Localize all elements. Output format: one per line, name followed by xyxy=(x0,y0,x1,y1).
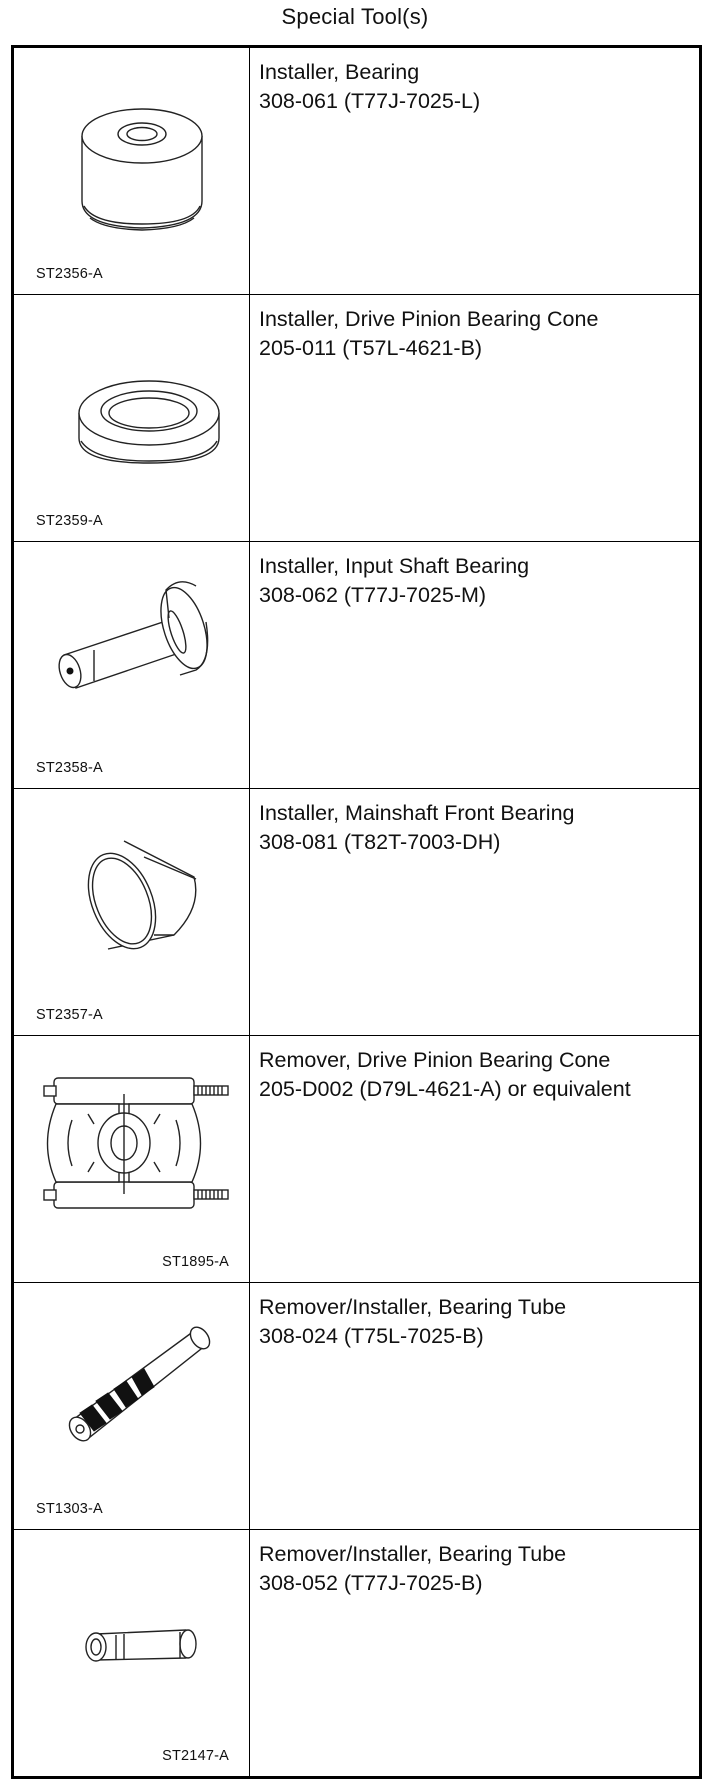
tool-description: Installer, Input Shaft Bearing xyxy=(259,554,530,578)
tool-info-cell xyxy=(250,789,701,1036)
tool-code: ST1303-A xyxy=(36,1501,103,1517)
tool-illustration-cell xyxy=(13,47,250,295)
tool-row xyxy=(13,47,701,295)
tool-code: ST2358-A xyxy=(36,760,103,776)
tool-description: Remover, Drive Pinion Bearing Cone xyxy=(259,1048,611,1072)
tool-info-cell xyxy=(250,1036,701,1283)
tool-row xyxy=(13,1530,701,1778)
tool-info-cell xyxy=(250,295,701,542)
tool-description: Installer, Drive Pinion Bearing Cone xyxy=(259,307,599,331)
tool-part-number: 205-D002 (D79L-4621-A) or equivalent xyxy=(259,1077,631,1101)
mainshaft-bearing-installer-icon xyxy=(34,807,234,997)
tool-description: Remover/Installer, Bearing Tube xyxy=(259,1542,567,1566)
special-tools-table xyxy=(11,45,702,1779)
tool-row xyxy=(13,295,701,542)
tool-illustration-cell xyxy=(13,1036,250,1283)
tool-code: ST2357-A xyxy=(36,1007,103,1023)
tool-code: ST2359-A xyxy=(36,513,103,529)
tool-code: ST2147-A xyxy=(162,1748,229,1764)
tool-description: Installer, Mainshaft Front Bearing xyxy=(259,801,575,825)
tool-code: ST1895-A xyxy=(162,1254,229,1270)
tool-info-cell xyxy=(250,1530,701,1778)
tool-row xyxy=(13,1036,701,1283)
page-title: Special Tool(s) xyxy=(281,4,429,29)
tool-row xyxy=(13,789,701,1036)
tool-illustration-cell xyxy=(13,1530,250,1778)
tool-row xyxy=(13,1283,701,1530)
input-shaft-bearing-installer-icon xyxy=(34,560,234,750)
tool-part-number: 308-062 (T77J-7025-M) xyxy=(259,583,487,607)
tool-info-cell xyxy=(250,47,701,295)
tool-illustration-cell xyxy=(13,789,250,1036)
tool-illustration-cell xyxy=(13,295,250,542)
tool-illustration-cell xyxy=(13,1283,250,1530)
tool-description: Remover/Installer, Bearing Tube xyxy=(259,1295,567,1319)
tool-description: Installer, Bearing xyxy=(259,60,420,84)
tool-part-number: 308-052 (T77J-7025-B) xyxy=(259,1571,483,1595)
bearing-tube-tool-icon xyxy=(34,1301,234,1491)
tool-row xyxy=(13,542,701,789)
pinion-bearing-cone-installer-icon xyxy=(34,313,234,503)
tool-code: ST2356-A xyxy=(36,266,103,282)
tool-info-cell xyxy=(250,542,701,789)
tool-part-number: 308-024 (T75L-7025-B) xyxy=(259,1324,484,1348)
bearing-installer-icon xyxy=(34,66,234,256)
tool-part-number: 205-011 (T57L-4621-B) xyxy=(259,336,483,360)
tool-illustration-cell xyxy=(13,542,250,789)
bearing-splitter-icon xyxy=(34,1054,234,1244)
tool-part-number: 308-061 (T77J-7025-L) xyxy=(259,89,481,113)
bearing-tube-tool-small-icon xyxy=(34,1548,234,1738)
tool-part-number: 308-081 (T82T-7003-DH) xyxy=(259,830,501,854)
tool-info-cell xyxy=(250,1283,701,1530)
